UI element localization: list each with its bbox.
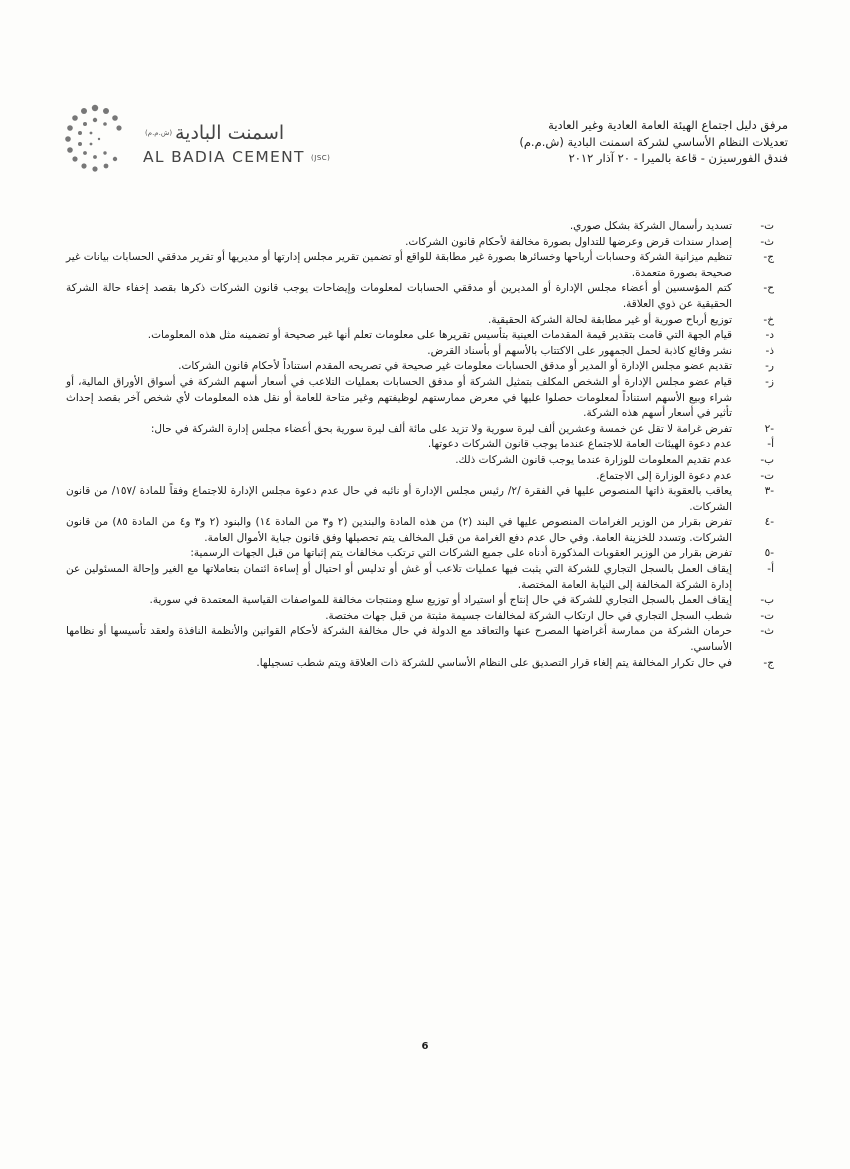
item-marker: ر- [765,360,774,373]
list-item [66,359,774,375]
item-text: في حال تكرار المخالفة يتم إلغاء قرار التصديق على النظام الأساسي للشركة ذات العلاقة ويتم شطب تسجيلها. [256,656,732,669]
list-item [66,375,774,422]
item-text: إيقاف العمل بالسجل التجاري للشركة التي يثبت فيها عمليات تلاعب أو غش أو تدليس أو احتيال أو إساءة ائتمان بتعاملاتها مع الغير وإحالة المسئولين عن إدارة الشركة المخالفة إلى النيابة العامة المختصة. [66,563,732,591]
logo-emblem-icon [55,100,135,178]
clause-text: تفرض غرامة لا تقل عن خمسة وعشرين ألف ليرة سورية ولا تزيد على مائة ألف ليرة سورية بحق أعضاء مجلس إدارة الشركة في حال: [150,422,732,435]
item-marker: أ- [767,438,774,451]
list-item [66,624,774,655]
company-logo [55,100,331,178]
page-number: 6 [421,1041,429,1052]
logo-english-name [143,148,330,166]
list-item [66,328,774,344]
list-item [66,562,774,593]
document-body [66,219,774,671]
item-marker: ب- [760,453,774,466]
numbered-clause [66,546,774,562]
item-marker: خ- [763,313,774,326]
item-marker: ح- [763,282,774,295]
list-item [66,344,774,360]
list-item [66,593,774,609]
clause-text: تفرض بقرار من الوزير العقوبات المذكورة أدناه على جميع الشركات التي ترتكب مخالفات يتم إثباتها من قبل الجهات الرسمية: [190,547,732,560]
list-item [66,609,774,625]
numbered-clause [66,515,774,546]
item-text: نشر وقائع كاذبة لحمل الجمهور على الاكتتاب بالأسهم أو بأسناد القرض. [427,344,732,357]
item-marker: ب- [760,594,774,607]
list-item [66,235,774,251]
clause-text: يعاقب بالعقوبة ذاتها المنصوص عليها في الفقرة /٢/ رئيس مجلس الإدارة أو نائبه في حال عدم دعوة مجلس الإدارة للاجتماع وفقاً للمادة /١٥٧/ من قانون الشركات. [66,485,732,513]
item-text: قيام الجهة التي قامت بتقدير قيمة المقدمات العينية بتأسيس تقريرها على معلومات تعلم أنها غير صحيحة أو تضمينه مثل هذه المعلومات. [147,329,732,342]
item-text: إصدار سندات قرض وعرضها للتداول بصورة مخالفة لأحكام قانون الشركات. [405,235,732,248]
numbered-clause [66,484,774,515]
item-marker: ت- [760,220,774,232]
item-marker: د- [765,329,774,342]
item-marker: ث- [760,235,774,248]
list-item [66,453,774,469]
item-marker: ج- [763,251,774,264]
clause-number: -٥ [764,547,774,560]
item-marker: ذ- [765,344,774,357]
item-text: تقديم عضو مجلس الإدارة أو المدير أو مدقق الحسابات معلومات غير صحيحة في تصريحه المقدم استناداً لأحكام قانون الشركات. [178,360,732,373]
list-item [66,219,774,235]
item-text: قيام عضو مجلس الإدارة أو الشخص المكلف بتمثيل الشركة أو مدقق الحسابات بعمليات التلاعب في أسعار أسهم الشركة في أسواق الأوراق المالية، أو شراء وبيع الأسهم استناداً لمعلومات حصلوا عليها في معرض ممارستهم لوظيفتهم وغير متاحة للعامة أو نقل هذه المعلومات لأي شخص آخر بقصد إحداث تأثير في أسعار أسهم هذه الشركة. [66,375,732,420]
clause-text: تفرض بقرار من الوزير الغرامات المنصوص عليها في البند (٢) من هذه المادة والبندين (٢ و٣ من المادة ١٤) والبنود (٢ و٣ و٤ من المادة ٨٥) من قانون الشركات. وتسدد للخزينة العامة. وفي حال عدم دفع الغرامة من قبل المخالف يتم تحصيلها وفق قانون جباية الأموال العامة. [66,516,732,544]
item-text: تسديد رأسمال الشركة بشكل صوري. [569,220,732,232]
list-item [66,313,774,329]
document-header [368,117,788,167]
header-line-1: مرفق دليل اجتماع الهيئة العامة العادية وغير العادية [548,118,788,132]
item-marker: أ- [767,563,774,576]
logo-arabic-name: اسمنت البادية [175,122,285,144]
item-marker: ت- [760,609,774,622]
logo-arabic-suffix: (ش.م.م) [145,129,173,137]
list-item [66,656,774,672]
item-marker: ت- [760,469,774,482]
item-text: عدم تقديم المعلومات للوزارة عندما يوجب قانون الشركات ذلك. [455,453,732,466]
clause-number: -٣ [764,485,774,498]
logo-english-suffix: (JSC) [311,154,331,162]
logo-english-text: AL BADIA CEMENT [143,148,305,166]
numbered-clause [66,422,774,438]
list-item [66,281,774,312]
header-line-3: فندق الفورسيزن - قاعة بالميرا - ٢٠ آذار ٢٠١٢ [568,151,788,165]
item-text: كتم المؤسسين أو أعضاء مجلس الإدارة أو المديرين أو مدققي الحسابات لمعلومات وإيضاحات يوجب قانون الشركات ذكرها بقصد إخفاء حالة الشركة الحقيقية عن ذوي العلاقة. [66,282,732,310]
item-text: إيقاف العمل بالسجل التجاري للشركة في حال إنتاج أو استيراد أو توزيع سلع ومنتجات مخالفة للمواصفات القياسية المعتمدة في سورية. [149,594,732,607]
item-marker: ث- [760,625,774,638]
item-text: حرمان الشركة من ممارسة أغراضها المصرح عنها والتعاقد مع الدولة في حال مخالفة الشركة لأحكام القوانين والأنظمة النافذة ولعقد تأسيسها أو نظامها الأساسي. [66,625,732,654]
item-text: شطب السجل التجاري في حال ارتكاب الشركة لمخالفات جسيمة مثبتة من قبل جهات مختصة. [325,609,732,622]
item-text: تنظيم ميزانية الشركة وحسابات أرباحها وخسائرها بصورة غير مطابقة للواقع أو تضمين تقرير مجلس إدارتها أو مديريها أو تقرير مدققي الحسابات بيانات غير صحيحة بصورة متعمدة. [66,251,732,279]
item-text: عدم دعوة الوزارة إلى الاجتماع. [596,469,732,482]
item-text: توزيع أرباح صورية أو غير مطابقة لحالة الشركة الحقيقية. [488,313,732,326]
list-item [66,469,774,485]
item-marker: ز- [765,375,774,388]
list-item [66,250,774,281]
clause-number: -٢ [764,422,774,435]
list-item [66,437,774,453]
clause-number: -٤ [764,516,774,529]
header-line-2: تعديلات النظام الأساسي لشركة اسمنت البادية (ش.م.م) [519,134,788,149]
item-marker: ج- [763,656,774,669]
item-text: عدم دعوة الهيئات العامة للاجتماع عندما يوجب قانون الشركات دعوتها. [427,438,732,451]
